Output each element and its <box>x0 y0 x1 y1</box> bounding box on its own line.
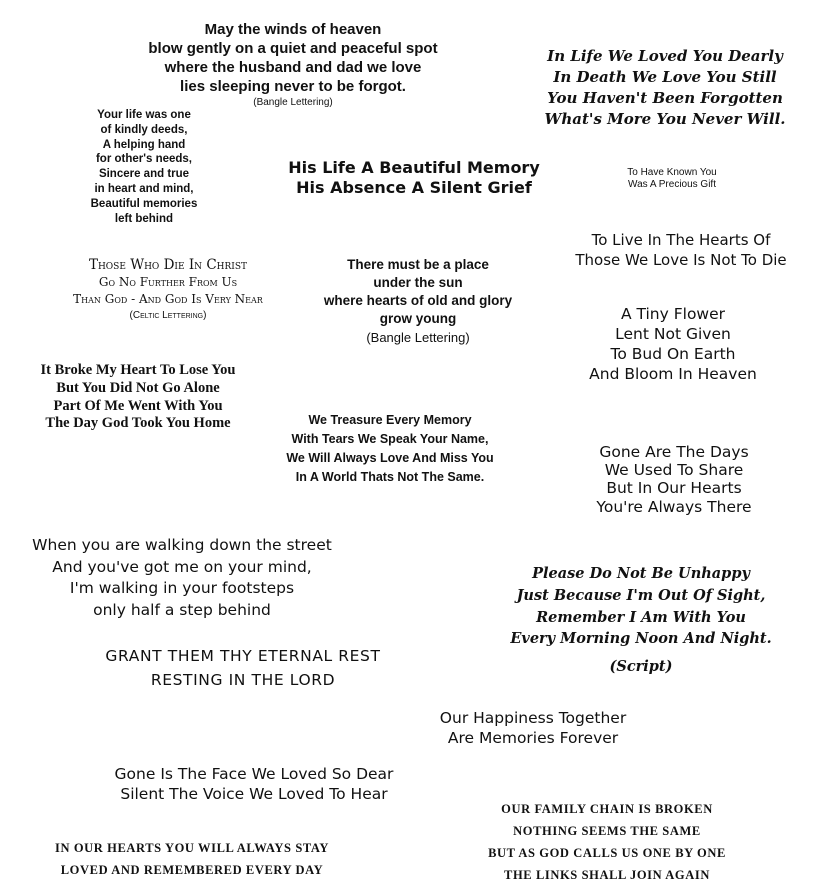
verse-line: under the sun <box>373 275 463 290</box>
verse-line: And Bloom In Heaven <box>589 365 757 383</box>
lettering-note: (Bangle Lettering) <box>366 330 470 345</box>
verse-line: NOTHING SEEMS THE SAME <box>513 824 701 838</box>
verse-line: Please Do Not Be Unhappy <box>532 565 750 582</box>
verse-line: In Life We Loved You Dearly <box>547 47 783 65</box>
verse-line: His Absence A Silent Grief <box>296 178 532 197</box>
verse-line: Our Happiness Together <box>439 709 627 727</box>
verse-gone-is-face <box>64 764 444 804</box>
verse-line: We Treasure Every Memory <box>308 413 472 427</box>
verse-line: Remember I Am With You <box>536 608 746 626</box>
verse-line: BUT AS GOD CALLS US ONE BY ONE <box>488 846 726 860</box>
verse-line: Go No Further From Us <box>98 275 238 289</box>
verse-line: To Have Known You <box>627 167 717 178</box>
verse-line: And you've got me on your mind, <box>52 557 312 576</box>
verse-line: lies sleeping never to be forgot. <box>180 78 406 95</box>
verse-line: RESTING IN THE LORD <box>150 671 336 689</box>
verse-line: OUR FAMILY CHAIN IS BROKEN <box>501 802 713 816</box>
verse-line: of kindly deeds, <box>100 123 188 136</box>
lettering-note: (Bangle Lettering) <box>253 97 333 108</box>
verse-line: May the winds of heaven <box>204 21 382 38</box>
verse-line: To Bud On Earth <box>610 345 736 363</box>
verse-line: where hearts of old and glory <box>323 293 513 308</box>
verse-line: Just Because I'm Out Of Sight, <box>516 586 766 604</box>
verse-family-chain <box>452 798 762 886</box>
verse-line: Those We Love Is Not To Die <box>575 251 787 269</box>
verse-line: for other's needs, <box>95 153 193 166</box>
verse-eternal-rest <box>68 644 418 692</box>
verse-line: Part Of Me Went With You <box>53 397 223 414</box>
verse-line: Gone Is The Face We Loved So Dear <box>114 765 394 783</box>
verse-line: Sincere and true <box>98 168 190 181</box>
verse-gone-are-days <box>556 443 792 516</box>
verse-do-not-be-unhappy <box>482 563 800 684</box>
verse-line: It Broke My Heart To Lose You <box>40 362 236 378</box>
verse-line: There must be a place <box>347 257 489 272</box>
verse-line: THE LINKS SHALL JOIN AGAIN <box>504 868 710 882</box>
verse-in-life <box>535 46 795 130</box>
verse-line: Was A Precious Gift <box>628 179 716 190</box>
verse-line: only half a step behind <box>93 600 271 619</box>
lettering-note: (Script) <box>609 658 673 676</box>
verse-known-you <box>608 167 736 191</box>
verse-line: We Will Always Love And Miss You <box>286 451 494 465</box>
verse-line: Are Memories Forever <box>447 729 619 747</box>
verse-line: I'm walking in your footsteps <box>69 579 295 597</box>
verse-line: IN OUR HEARTS YOU WILL ALWAYS STAY <box>55 841 329 855</box>
verse-line: Silent The Voice We Loved To Hear <box>120 785 388 803</box>
verse-broke-my-heart <box>6 362 270 433</box>
verse-kindly-deeds <box>70 108 218 226</box>
verse-line: Those Who Die In Christ <box>88 257 248 273</box>
verse-walking-street <box>6 535 358 621</box>
verse-line: His Life A Beautiful Memory <box>288 158 540 177</box>
verse-always-stay <box>20 837 364 881</box>
lettering-note: (Celtic Lettering) <box>129 310 207 321</box>
verse-line: left behind <box>114 212 174 225</box>
verse-tiny-flower <box>553 304 793 384</box>
verse-line: In A World Thats Not The Same. <box>295 470 485 484</box>
verse-line: in heart and mind, <box>94 182 194 195</box>
verse-line: LOVED AND REMEMBERED EVERY DAY <box>60 863 324 877</box>
verse-line: In Death We Love You Still <box>553 68 777 86</box>
verse-line: where the husband and dad we love <box>164 59 422 76</box>
verse-line: A Tiny Flower <box>620 305 726 323</box>
verse-line: But In Our Hearts <box>606 479 742 498</box>
verse-hearts-of <box>550 230 812 270</box>
verse-line: Your life was one <box>97 109 191 121</box>
verse-his-life <box>265 158 563 198</box>
verse-line: We Used To Share <box>604 461 744 480</box>
verse-line: When you are walking down the street <box>32 536 332 554</box>
verse-line: With Tears We Speak Your Name, <box>291 432 489 446</box>
verse-line: Gone Are The Days <box>599 443 749 461</box>
verse-place-under-sun <box>298 256 538 348</box>
verse-line: Every Morning Noon And Night. <box>510 630 772 648</box>
verse-line: To Live In The Hearts Of <box>591 231 771 249</box>
verse-happiness-together <box>400 708 666 748</box>
verse-line: Than God - And God Is Very Near <box>73 292 263 306</box>
verse-line: blow gently on a quiet and peaceful spot <box>148 40 438 57</box>
verse-treasure-memory <box>258 411 522 487</box>
verse-line: grow young <box>379 311 457 326</box>
verse-line: You Haven't Been Forgotten <box>547 89 783 107</box>
verse-line: GRANT THEM THY ETERNAL REST <box>105 647 381 665</box>
verse-die-in-christ <box>44 257 292 324</box>
verse-line: A helping hand <box>102 138 186 151</box>
verse-line: You're Always There <box>596 497 752 516</box>
verse-line: But You Did Not Go Alone <box>56 379 220 396</box>
verse-line: Lent Not Given <box>615 325 731 343</box>
verse-winds-of-heaven <box>133 20 453 110</box>
verse-line: What's More You Never Will. <box>544 110 786 128</box>
verse-line: Beautiful memories <box>90 197 198 210</box>
verse-line: The Day God Took You Home <box>45 415 231 432</box>
